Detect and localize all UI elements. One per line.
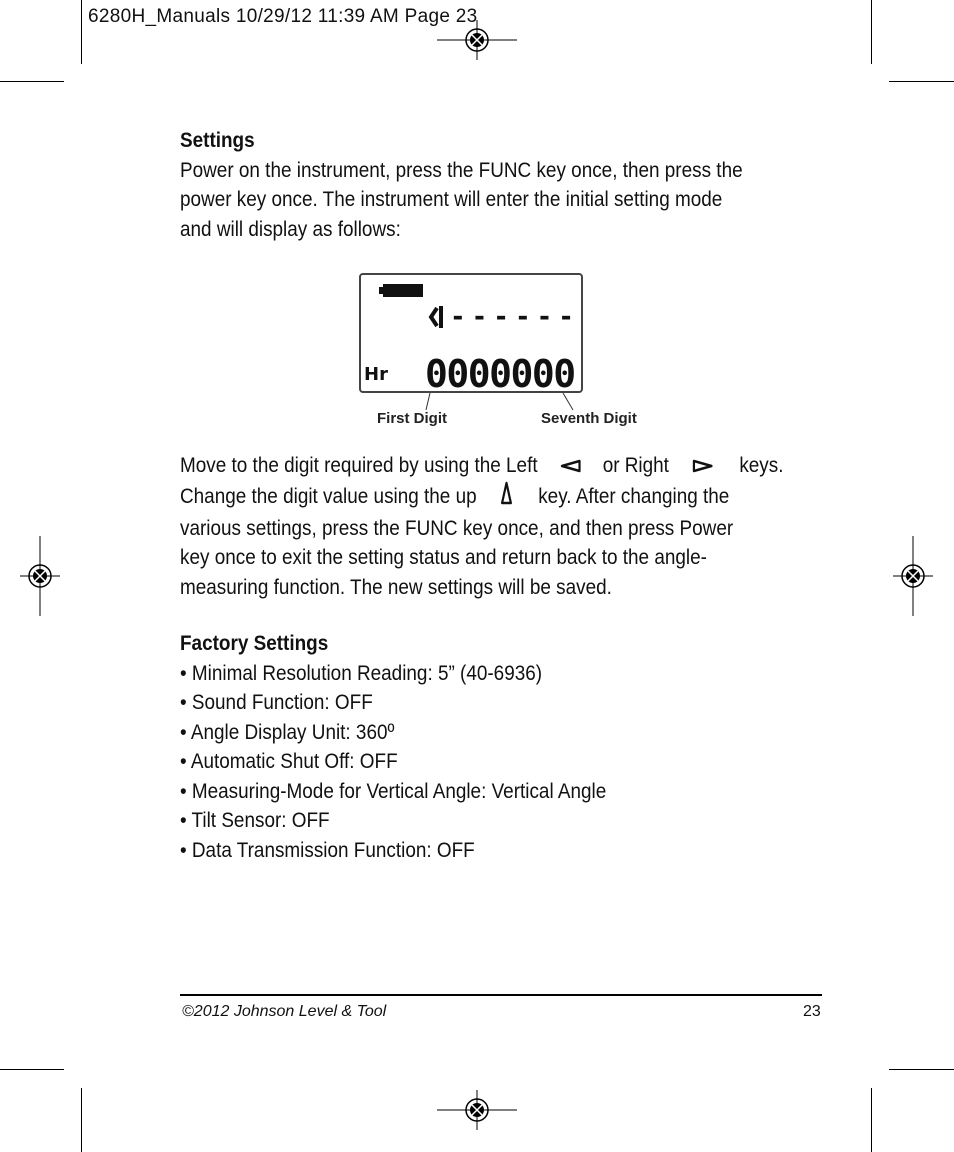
- settings-line: and will display as follows:: [180, 216, 401, 241]
- settings-section: [180, 126, 752, 244]
- registration-mark-icon: [437, 1090, 517, 1130]
- instructions-section: [180, 451, 814, 602]
- footer-rule: [180, 994, 822, 996]
- first-digit-label: First Digit: [377, 410, 447, 427]
- lcd-display-figure: [355, 270, 655, 435]
- lcd-dashes: ------: [450, 302, 580, 332]
- right-arrow-key-icon: [692, 452, 713, 482]
- crop-mark-bottom-left-h: [0, 1069, 64, 1070]
- crop-mark-top-right-h: [889, 81, 954, 82]
- list-item: • Angle Display Unit: 360º: [180, 719, 395, 744]
- factory-settings-heading: Factory Settings: [180, 631, 329, 655]
- registration-mark-icon: [20, 536, 60, 616]
- crop-mark-bottom-right-h: [889, 1069, 954, 1070]
- list-item: • Tilt Sensor: OFF: [180, 808, 330, 832]
- instruction-text: Move to the digit required by using the Left: [180, 453, 538, 477]
- factory-settings-list: [180, 659, 752, 866]
- list-item: • Data Transmission Function: OFF: [180, 837, 475, 862]
- instruction-text: keys.: [739, 453, 784, 477]
- list-item: • Minimal Resolution Reading: 5” (40-6936): [180, 660, 543, 685]
- crop-mark-top-left-h: [0, 81, 64, 82]
- registration-mark-icon: [437, 20, 517, 60]
- slug-line: 6280H_Manuals 10/29/12 11:39 AM Page 23: [88, 6, 478, 27]
- list-item: • Sound Function: OFF: [180, 690, 373, 714]
- settings-heading: Settings: [180, 128, 255, 152]
- settings-line: power key once. The instrument will enter the initial setting mode: [180, 187, 723, 211]
- instruction-line-2: [180, 481, 814, 514]
- instruction-line-4: key once to exit the setting status and return back to the angle-: [180, 545, 707, 570]
- instruction-line-3: various settings, press the FUNC key once, and then press Power: [180, 515, 734, 540]
- list-item: • Automatic Shut Off: OFF: [180, 749, 398, 773]
- factory-settings-section: [180, 629, 752, 865]
- lcd-mode-label: Hr: [364, 364, 388, 385]
- registration-mark-icon: [893, 536, 933, 616]
- page-number: 23: [803, 1003, 821, 1020]
- instruction-text: Change the digit value using the up: [180, 484, 477, 508]
- left-arrow-key-icon: [560, 452, 581, 482]
- crop-mark-bottom-left-v: [81, 1088, 82, 1152]
- up-arrow-key-icon: [500, 481, 514, 514]
- instruction-line-1: [180, 451, 814, 481]
- seventh-digit-label: Seventh Digit: [541, 410, 637, 427]
- instruction-line-5: measuring function. The new settings will be saved.: [180, 574, 612, 599]
- crop-mark-top-left-v: [81, 0, 82, 64]
- instruction-text: or Right: [602, 453, 669, 477]
- settings-line: Power on the instrument, press the FUNC key once, then press the: [180, 157, 743, 182]
- list-item: • Measuring-Mode for Vertical Angle: Vertical Angle: [180, 778, 607, 803]
- footer-copyright: ©2012 Johnson Level & Tool: [182, 1003, 387, 1020]
- lcd-digits: 0000000: [425, 352, 575, 396]
- crop-mark-top-right-v: [871, 0, 872, 64]
- instruction-text: key. After changing the: [538, 484, 730, 508]
- crop-mark-bottom-right-v: [871, 1088, 872, 1152]
